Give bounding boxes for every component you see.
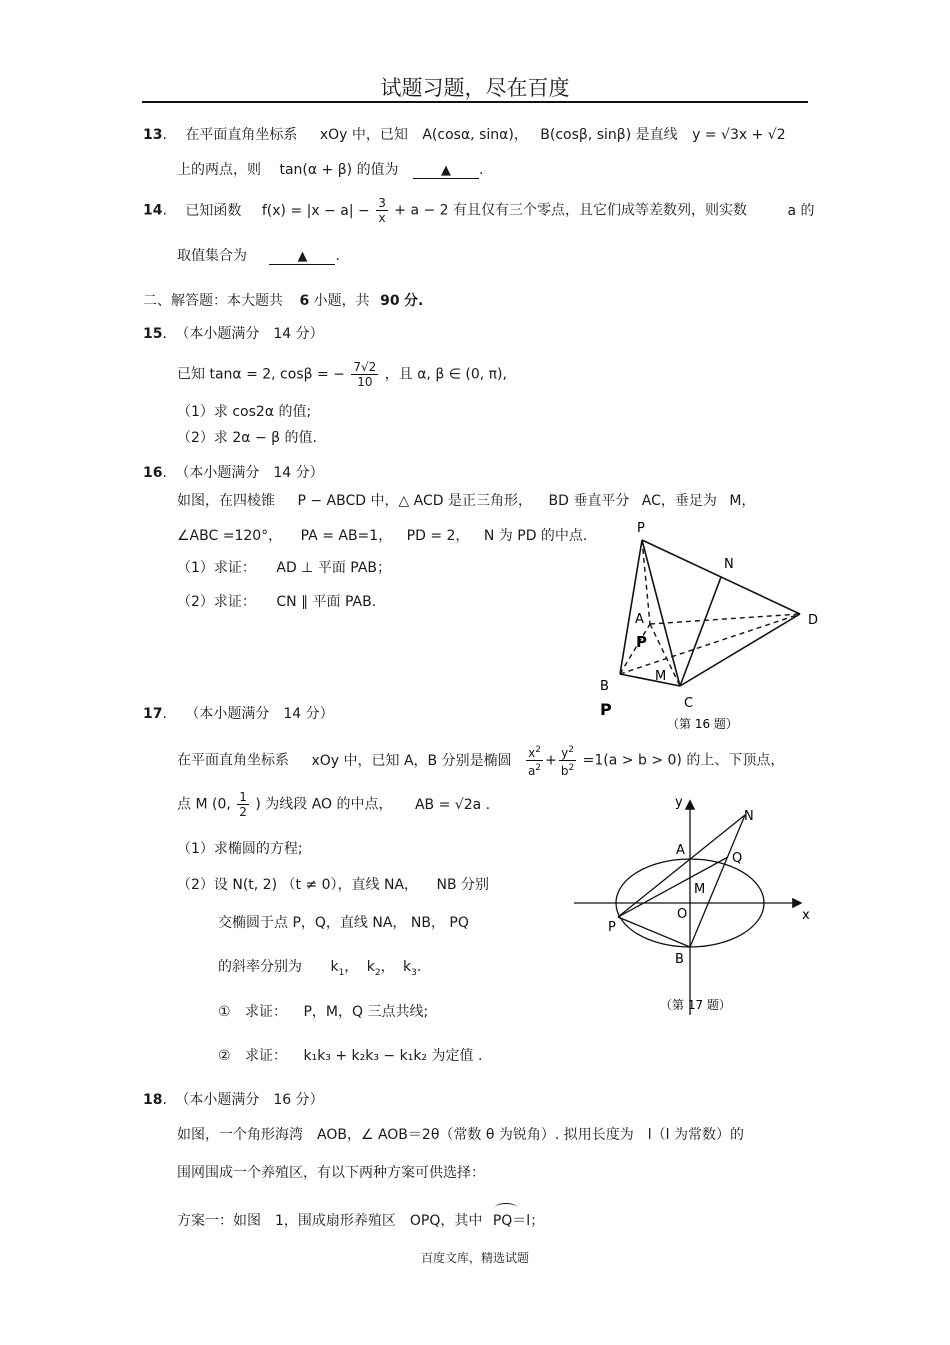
q16-part-text: CN ∥ 平面 PAB. bbox=[276, 594, 377, 610]
segment-cn bbox=[680, 577, 721, 686]
comma: ， bbox=[380, 959, 395, 975]
period: . bbox=[416, 959, 422, 975]
question-18-heading bbox=[143, 1089, 324, 1109]
segment-bd bbox=[620, 614, 800, 674]
question-17-heading bbox=[143, 703, 334, 723]
claim-text: P，M，Q 三点共线; bbox=[303, 1004, 429, 1020]
page-header-title: 试题习题，尽在百度 bbox=[380, 76, 570, 100]
edge-ad bbox=[650, 614, 800, 624]
figure-caption: （第 17 题） bbox=[660, 998, 731, 1012]
claim-label: 求证： bbox=[245, 1048, 288, 1064]
label-y: y bbox=[675, 795, 683, 810]
var-k: k bbox=[366, 959, 375, 975]
question-dot: . bbox=[162, 706, 167, 722]
q14-fraction bbox=[376, 196, 388, 225]
q15-text: 已知 tanα = 2, cosβ = − bbox=[177, 366, 345, 383]
q17-text: =1(a > b > 0) 的上、下顶点， bbox=[582, 752, 785, 769]
page-footer: 百度文库，精选试题 bbox=[420, 1251, 529, 1265]
label-n: N bbox=[724, 557, 734, 572]
plus-sign: + bbox=[545, 752, 557, 769]
q13-line-equation: y = √3x + √2 bbox=[692, 127, 786, 143]
fraction-denominator: x bbox=[378, 211, 386, 225]
q17-text: 点 bbox=[177, 796, 191, 813]
label-p-bottom: P bbox=[600, 700, 612, 719]
fraction-denominator bbox=[526, 761, 543, 778]
q13-end: . bbox=[479, 162, 484, 178]
edge-pb bbox=[620, 540, 642, 674]
question-dot: . bbox=[162, 465, 167, 481]
q13-text: 上的两点，则 bbox=[177, 162, 261, 178]
q16-text: BD 垂直平分 bbox=[548, 493, 630, 509]
var-b: b bbox=[560, 764, 569, 778]
arc-mark bbox=[495, 1203, 517, 1212]
arc-length-text: PQ＝l； bbox=[492, 1213, 545, 1229]
question-number: 16 bbox=[143, 465, 163, 481]
answer-blank: ▲ bbox=[413, 164, 479, 179]
q13-text: tan(α + β) 的值为 bbox=[279, 162, 399, 178]
q14-text: 已知函数 bbox=[185, 202, 242, 219]
claim-marker: ② bbox=[218, 1048, 231, 1064]
q16-part-label: （1）求证： bbox=[177, 560, 256, 576]
exponent: 2 bbox=[535, 745, 541, 755]
fraction-denominator bbox=[559, 761, 576, 778]
question-number: 13 bbox=[143, 127, 163, 143]
exponent: 2 bbox=[568, 763, 575, 773]
question-number: 18 bbox=[143, 1092, 163, 1108]
label-c: C bbox=[684, 696, 694, 711]
slope-k3 bbox=[403, 959, 417, 978]
q16-part-1 bbox=[177, 557, 391, 577]
q17-fraction bbox=[237, 790, 249, 819]
q15-part-1: （1）求 cos2α 的值; bbox=[177, 404, 312, 420]
edge-cd bbox=[680, 614, 800, 686]
q16-text: M， bbox=[729, 493, 756, 509]
line-pn bbox=[618, 815, 745, 917]
label-x: x bbox=[802, 908, 810, 923]
q13-point-a: A(cosα, sinα)， bbox=[422, 127, 528, 143]
fraction-numerator bbox=[526, 743, 543, 761]
q17-text: ) 为线段 AO 的中点， bbox=[255, 796, 393, 813]
q16-text: 如图，在四棱锥 bbox=[177, 493, 275, 509]
label-q: Q bbox=[732, 851, 743, 866]
section-text: 小题，共 bbox=[313, 293, 370, 309]
q17-text: 在平面直角坐标系 bbox=[177, 752, 289, 769]
q16-angle: ∠ABC =120°， bbox=[177, 528, 283, 544]
label-p: P bbox=[637, 521, 645, 536]
fraction-numerator: 1 bbox=[239, 790, 247, 804]
q13-text: xOy 中，已知 bbox=[319, 127, 408, 143]
q17-part-2-line-3 bbox=[218, 956, 421, 978]
q17-text: AB = √2a . bbox=[414, 796, 491, 813]
comma: ， bbox=[344, 959, 359, 975]
q16-text: P − ABCD 中，△ ACD 是正三角形， bbox=[297, 493, 533, 509]
q17-part-1: （1）求椭圆的方程; bbox=[177, 841, 303, 857]
subscript: 3 bbox=[411, 967, 417, 978]
question-18-line-1: 如图，一个角形海湾 AOB，∠ AOB＝2θ（常数 θ 为锐角）. 拟用长度为 l（l 为常数）的 bbox=[177, 1127, 744, 1143]
label-m: M bbox=[655, 669, 667, 684]
label-n: N bbox=[744, 809, 754, 824]
fraction-numerator bbox=[559, 743, 576, 761]
q16-pyramid-figure bbox=[580, 510, 830, 740]
question-score: （本小题满分 14 分） bbox=[175, 326, 324, 342]
q16-text: PA = AB=1， bbox=[300, 528, 393, 544]
figure-caption: （第 16 题） bbox=[667, 717, 738, 731]
question-13-line-1 bbox=[143, 124, 786, 144]
question-16-line-2 bbox=[177, 525, 587, 545]
slope-k1 bbox=[330, 959, 345, 978]
subscript: 1 bbox=[338, 967, 345, 978]
var-x: x bbox=[528, 746, 536, 760]
q17-part-2-line-2: 交椭圆于点 P，Q，直线 NA， NB， PQ bbox=[218, 915, 469, 931]
question-number: 17 bbox=[143, 706, 163, 722]
q18-arc-text bbox=[493, 1213, 544, 1229]
q17-claim-2 bbox=[218, 1045, 482, 1065]
slope-k2 bbox=[366, 959, 381, 978]
q14-text: + a − 2 有且仅有三个零点，且它们成等差数列，则实数 bbox=[394, 202, 748, 219]
exponent: 2 bbox=[568, 745, 574, 755]
label-a: A bbox=[676, 843, 685, 858]
q15-fraction bbox=[351, 360, 378, 389]
section-score: 90 bbox=[380, 293, 400, 309]
label-o: O bbox=[677, 907, 688, 922]
question-16-line-1 bbox=[177, 490, 755, 510]
question-number: 15 bbox=[143, 326, 163, 342]
fraction-denominator: 2 bbox=[239, 805, 247, 819]
q14-text: a 的 bbox=[787, 202, 815, 219]
label-p-inner: P bbox=[636, 633, 647, 651]
var-k: k bbox=[403, 959, 412, 975]
label-b: B bbox=[600, 679, 609, 694]
question-score: （本小题满分 16 分） bbox=[175, 1092, 324, 1108]
q15-text: ，且 α, β ∈ (0, π), bbox=[384, 366, 507, 383]
q17-text: 的斜率分别为 bbox=[218, 959, 302, 975]
question-dot: . bbox=[162, 127, 167, 143]
q16-part-text: AD ⊥ 平面 PAB； bbox=[276, 560, 392, 576]
q17-claim-1 bbox=[218, 1001, 428, 1021]
fraction-denominator: 10 bbox=[357, 375, 373, 389]
section-text: 分. bbox=[404, 293, 424, 309]
exponent: 2 bbox=[535, 763, 542, 773]
question-score: （本小题满分 14 分） bbox=[175, 465, 324, 481]
q14-function: f(x) = |x − a| − bbox=[261, 202, 370, 219]
question-18-line-3 bbox=[177, 1210, 544, 1230]
q17-text: M (0, bbox=[195, 796, 231, 813]
question-17-line-1 bbox=[177, 743, 784, 778]
label-a: A bbox=[635, 612, 644, 627]
ellipse-term-y bbox=[559, 743, 576, 778]
var-y: y bbox=[561, 746, 569, 760]
section-text: 二、解答题：本大题共 bbox=[143, 293, 283, 309]
q17-text: （2）设 N(t, 2) （t ≠ 0），直线 NA， bbox=[177, 877, 419, 893]
q16-part-2 bbox=[177, 591, 376, 611]
q16-text: N 为 PD 的中点. bbox=[483, 528, 588, 544]
var-a: a bbox=[528, 764, 536, 778]
var-k: k bbox=[330, 959, 339, 975]
q17-text: NB 分别 bbox=[436, 877, 490, 893]
q16-text: PD = 2， bbox=[406, 528, 470, 544]
ellipse-term-x bbox=[526, 743, 543, 778]
q14-end: . bbox=[335, 248, 340, 264]
label-b: B bbox=[675, 952, 684, 967]
question-15-condition bbox=[177, 360, 507, 389]
question-number: 14 bbox=[143, 202, 163, 219]
q13-point-b: B(cosβ, sinβ) 是直线 bbox=[540, 127, 678, 143]
q17-ellipse-figure bbox=[570, 790, 820, 1022]
question-14-line-2 bbox=[177, 245, 340, 265]
fraction-numerator: 7√2 bbox=[353, 360, 377, 374]
q16-text: AC，垂足为 bbox=[641, 493, 717, 509]
question-dot: . bbox=[162, 1092, 167, 1108]
edge-bc bbox=[620, 674, 680, 686]
header-divider bbox=[142, 101, 808, 103]
q13-text: 在平面直角坐标系 bbox=[185, 127, 298, 143]
q14-text: 取值集合为 bbox=[177, 248, 247, 264]
section-count: 6 bbox=[299, 293, 310, 309]
label-m: M bbox=[694, 882, 706, 897]
q17-text: xOy 中，已知 A，B 分别是椭圆 bbox=[311, 752, 512, 769]
question-17-line-2 bbox=[177, 790, 490, 819]
question-dot: . bbox=[162, 326, 167, 342]
question-14-line-1 bbox=[143, 196, 815, 225]
line-nb bbox=[690, 815, 745, 947]
q15-part-2: （2）求 2α − β 的值. bbox=[177, 430, 317, 446]
question-18-line-2: 围网围成一个养殖区，有以下两种方案可供选择： bbox=[177, 1165, 485, 1181]
label-d: D bbox=[808, 613, 819, 628]
question-score: （本小题满分 14 分） bbox=[185, 706, 334, 722]
q18-text: 方案一：如图 1，围成扇形养殖区 OPQ，其中 bbox=[177, 1213, 483, 1229]
question-16-heading bbox=[143, 462, 324, 482]
section-2-heading bbox=[143, 290, 423, 310]
fraction-numerator: 3 bbox=[378, 196, 386, 210]
line-pq bbox=[618, 857, 728, 917]
question-13-line-2 bbox=[177, 159, 483, 179]
answer-blank: ▲ bbox=[269, 250, 335, 265]
claim-text: k₁k₃ + k₂k₃ − k₁k₂ 为定值 . bbox=[303, 1048, 483, 1064]
claim-label: 求证： bbox=[245, 1004, 288, 1020]
label-p: P bbox=[608, 920, 616, 935]
q17-part-2-line-1 bbox=[177, 874, 489, 894]
question-dot: . bbox=[162, 202, 167, 219]
question-15-heading bbox=[143, 323, 324, 343]
claim-marker: ① bbox=[218, 1004, 231, 1020]
q16-part-label: （2）求证： bbox=[177, 594, 256, 610]
subscript: 2 bbox=[374, 967, 381, 978]
